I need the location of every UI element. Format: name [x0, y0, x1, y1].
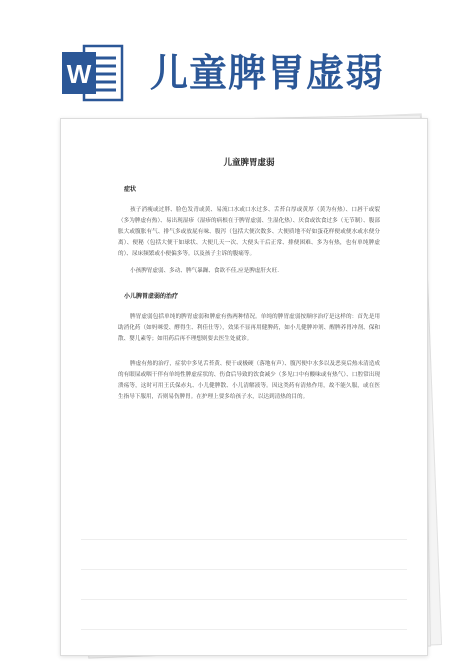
document-page: [60, 118, 428, 656]
document-content: [118, 156, 380, 403]
divider: [81, 629, 407, 630]
paragraph: 小孩脾胃虚弱、多动、脾气暴躁、食欲不佳,应是脾虚肝火旺.: [130, 268, 279, 274]
page-title: 儿童脾胃虚弱: [150, 51, 385, 95]
divider: [81, 569, 407, 570]
paragraph: 孩子消瘦或过胖、脸色发青或黄、易流口水或口水过多、舌苔白厚或黄厚（黄为有热）、口唇干或裂（多为脾虚有热）、易出现湿疹（湿疹的病根在于脾胃虚弱、生湿化热）、厌食或饮食过多（无节制）、腹部胀大或腹胀有气、排气多或放屁有味、腹泻（包括大便次数多、大便质地不好如蛋花样便或便水或水便分离）、便秘（包括大便干如球状、大便几天一次、大便头干后正常、排便困难、多为有热，也有单纯脾虚的）、尿床频繁或小便偏多等。以及孩子主诉的腹痛等。: [118, 207, 380, 257]
paragraph: 脾胃虚弱包括单纯的脾胃虚弱和脾虚有热两种情况。单纯的脾胃虚弱按顺序治疗是这样的：首先是用助消化药（如妈咪爱、酵得生、利佳仕等），效果不显再用健脾药，如小儿健脾冲剂、醒脾养胃冲剂、保和散、婴儿素等；如用药后再不理想则要去医生处就诊。: [118, 314, 380, 342]
paragraph: 脾虚有热的治疗，症状中多见舌苔黄、便干或极硬（落地有声）、腹泻便中水多以及恶臭后热未清造成的有眼屎或咽干伴有单纯性脾虚症状的、伤食后导致的饮食减少（多见口中有酸味或有热气）、口腔常出现溃疡等，这时可用王氏保赤丸、小儿健脾散、小儿清解液等。因这类药有清热作用，故不能久服，或在医生指导下服用，否则易伤脾胃。在护理上要多给孩子水，以达到清热的目的。: [118, 361, 380, 400]
word-document-icon: [62, 44, 124, 102]
divider: [81, 599, 407, 600]
section-heading: 症状: [124, 186, 137, 193]
divider: [81, 539, 407, 540]
word-icon-letter: W: [66, 59, 92, 89]
document-title: 儿童脾胃虚弱: [223, 158, 275, 168]
section-heading: 小儿脾胃虚弱的治疗: [124, 293, 179, 300]
header: [0, 0, 474, 110]
